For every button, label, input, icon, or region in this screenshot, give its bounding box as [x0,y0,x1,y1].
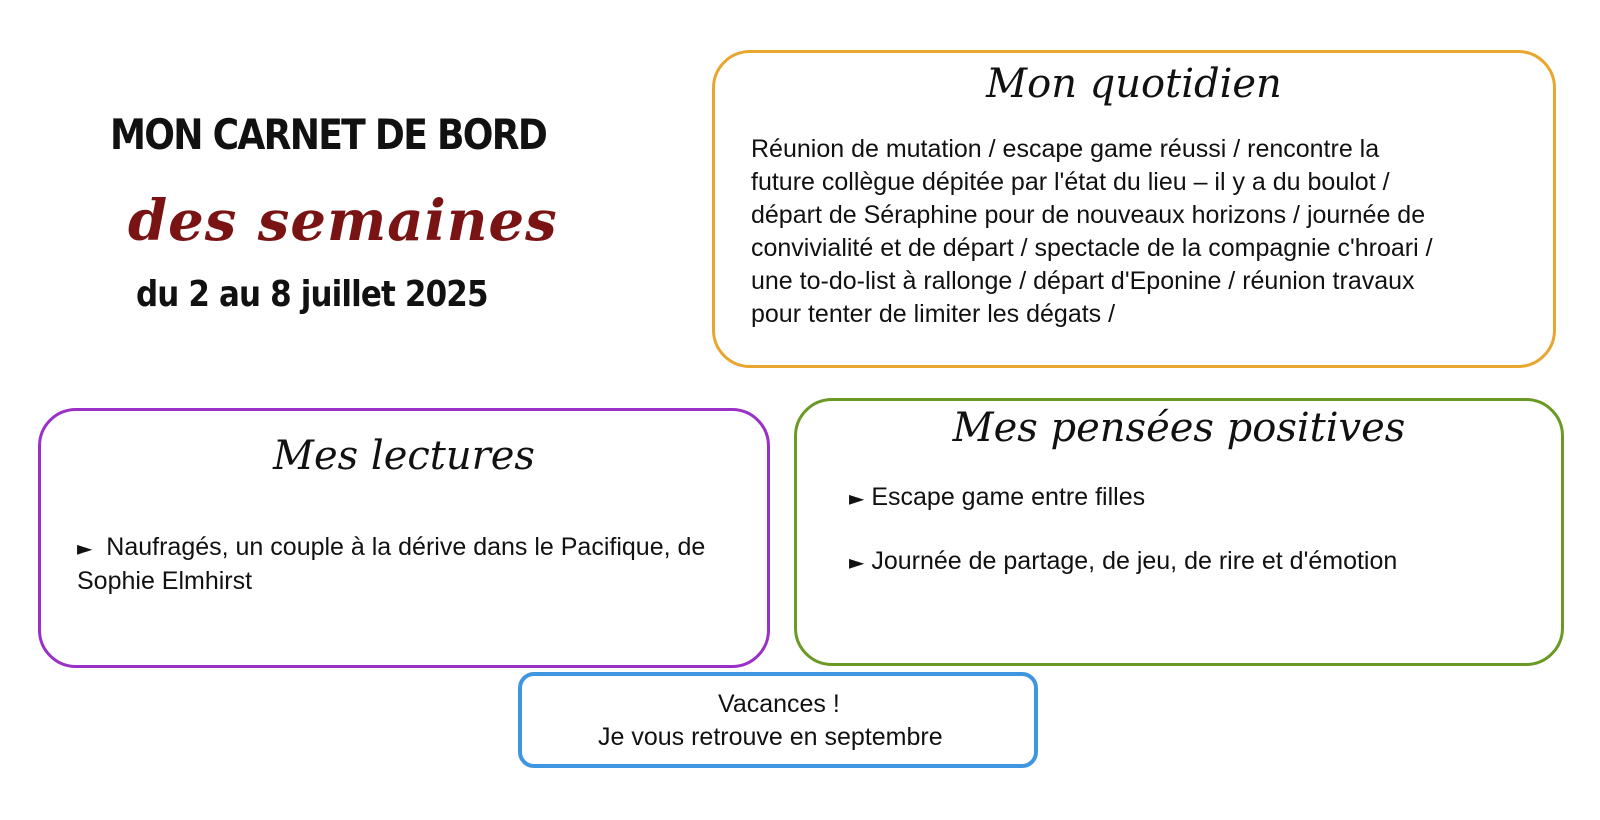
lectures-item [77,531,737,598]
quotidien-line: convivialité et de départ / spectacle de la compagnie c'hroari / [751,234,1433,262]
page-subtitle: des semaines [128,188,558,254]
positives-item [849,481,1145,515]
date-range: du 2 au 8 juillet 2025 [136,274,488,315]
right-pointer-icon: ► [849,486,865,510]
quotidien-line: Réunion de mutation / escape game réussi / rencontre la [751,135,1380,163]
quotidien-text [751,133,1531,331]
footer-card [518,672,1038,768]
quotidien-line: départ de Séraphine pour de nouveaux horizons / journée de [751,201,1426,229]
quotidien-line: future collègue dépitée par l'état du lieu – il y a du boulot / [751,168,1390,196]
positives-heading: Mes pensées positives [952,405,1406,451]
positives-item-text: Escape game entre filles [871,483,1146,511]
positives-item-text: Journée de partage, de jeu, de rire et d'émotion [871,547,1398,575]
quotidien-heading: Mon quotidien [986,61,1282,107]
lectures-heading: Mes lectures [273,433,535,479]
positives-item [849,545,1397,579]
quotidien-line: une to-do-list à rallonge / départ d'Eponine / réunion travaux [751,267,1415,295]
right-pointer-icon: ► [849,550,865,574]
positives-card [794,398,1564,666]
lectures-card [38,408,770,668]
quotidien-line: pour tenter de limiter les dégats / [751,300,1116,328]
lectures-item-text: Naufragés, un couple à la dérive dans le Pacifique, de Sophie Elmhirst [77,533,706,595]
footer-line-2: Je vous retrouve en septembre [598,723,943,751]
page-title: MON CARNET DE BORD [110,110,547,159]
right-pointer-icon: ► [77,536,93,560]
footer-line-1: Vacances ! [718,690,840,718]
quotidien-card [712,50,1556,368]
